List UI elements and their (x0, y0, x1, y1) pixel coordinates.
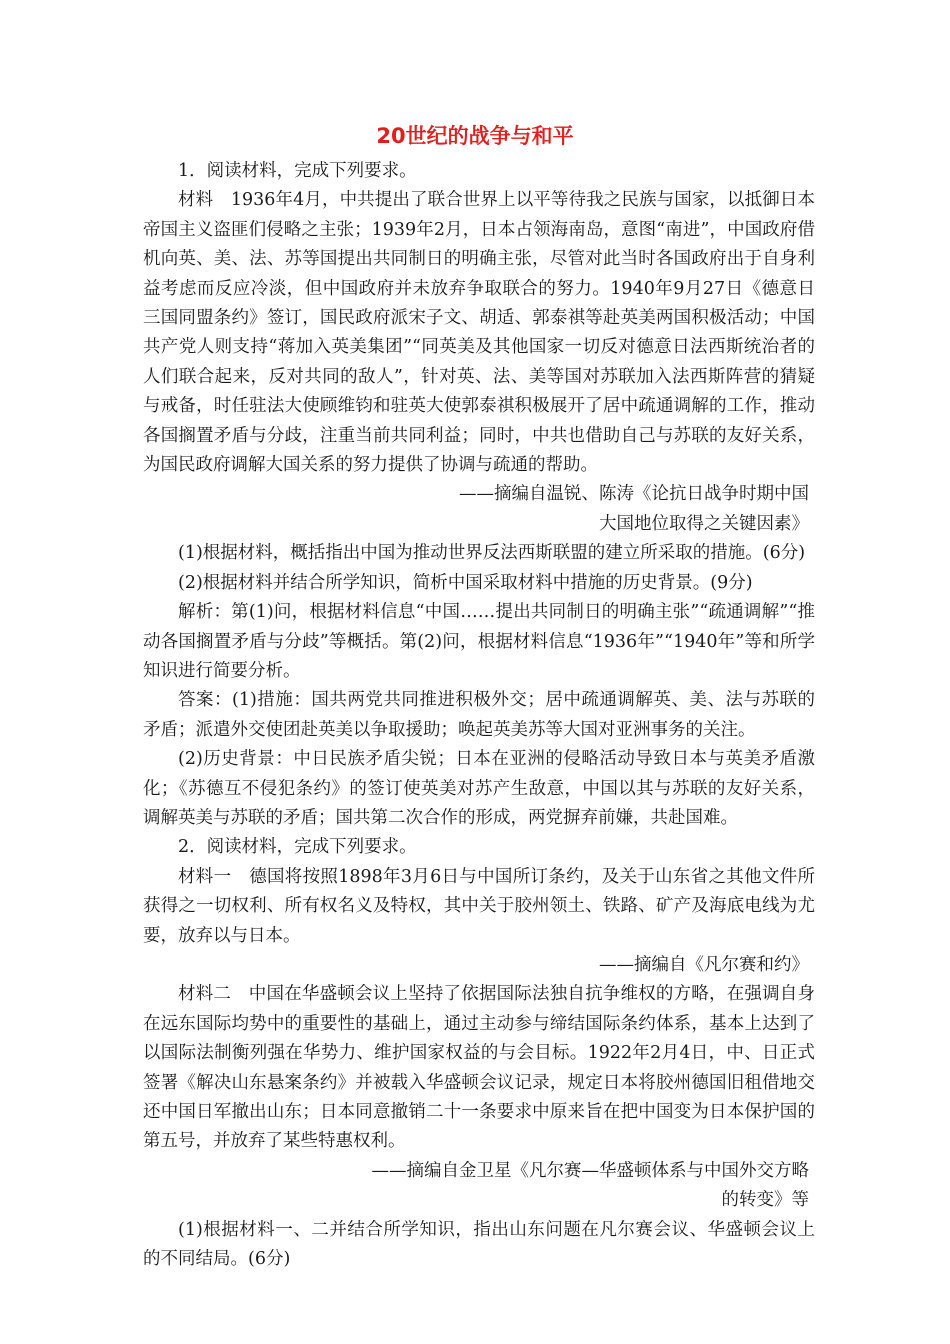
question-1-sub-1: (1)根据材料，概括指出中国为推动世界反法西斯联盟的建立所采取的措施。(6分) (178, 543, 806, 564)
question-1-answer-1: 答案：(1)措施：国共两党共同推进积极外交；居中疏通调解英、美、法与苏联的矛盾；派遣外交使团赴英美以争取援助；唤起英美苏等大国对亚洲事务的关注。 (143, 690, 815, 740)
question-2-source-1: ——摘编自《凡尔赛和约》 (599, 954, 809, 975)
document-body (143, 157, 815, 1274)
question-1-source-line-2: 大国地位取得之关键因素》 (599, 513, 809, 534)
question-2-sub-1: (1)根据材料一、二并结合所学知识，指出山东问题在凡尔赛会议、华盛顿会议上的不同结局。(6分) (143, 1219, 815, 1270)
document-title: 20世纪的战争与和平 (376, 124, 574, 148)
question-1-analysis: 解析：第(1)问，根据材料信息“中国……提出共同制日的明确主张”“疏通调解”“推动各国搁置矛盾与分歧”等概括。第(2)问，根据材料信息“1936年”“1940年”等和所学知识进行简要分析。 (143, 602, 815, 681)
question-1-sub-2: (2)根据材料并结合所学知识，简析中国采取材料中措施的历史背景。(9分) (178, 572, 753, 593)
question-2-source-2-line-2: 的转变》等 (721, 1190, 809, 1211)
question-2-material-2: 材料二 中国在华盛顿会议上坚持了依据国际法独自抗争维权的方略，在强调自身在远东国际均势中的重要性的基础上，通过主动参与缔结国际条约体系，基本上达到了以国际法制衡列强在华势力、维护国家权益的与会目标。1922年2月4日，中、日正式签署《解决山东悬案条约》并被载入华盛顿会议记录，规定日本将胶州德国旧租借地交还中国日军撤出山东；日本同意撤销二十一条要求中原来旨在把中国变为日本保护国的第五号，并放弃了某些特惠权利。 (143, 984, 815, 1152)
question-1-prompt: 1．阅读材料，完成下列要求。 (178, 161, 417, 181)
question-1-source-line-1: ——摘编自温锐、陈涛《论抗日战争时期中国 (459, 484, 809, 505)
question-2-source-2-line-1: ——摘编自金卫星《凡尔赛—华盛顿体系与中国外交方略 (371, 1160, 809, 1181)
question-2-material-1: 材料一 德国将按照1898年3月6日与中国所订条约，及关于山东省之其他文件所获得之一切权利、所有权名义及特权，其中关于胶州领土、铁路、矿产及海底电线为尤要，放弃以与日本。 (143, 866, 815, 946)
question-2-prompt: 2．阅读材料，完成下列要求。 (178, 837, 417, 858)
question-1-material: 材料 1936年4月，中共提出了联合世界上以平等待我之民族与国家，以抵御日本帝国主义盗匪们侵略之主张；1939年2月，日本占领海南岛，意图“南进”，中国政府借机向英、美、法、苏等国提出共同制日的明确主张，尽管对此当时各国政府出于自身利益考虑而反应冷淡，但中国政府并未放弃争取联合的努力。1940年9月27日《德意日三国同盟条约》签订，国民政府派宋子文、胡适、郭泰祺等赴英美两国积极活动；中国共产党人则支持“蒋加入英美集团”“同英美及其他国家一切反对德意日法西斯统治者的人们联合起来，反对共同的敌人”，针对英、法、美等国对苏联加入法西斯阵营的猜疑与戒备，时任驻法大使顾维钧和驻英大使郭泰祺积极展开了居中疏通调解的工作，推动各国搁置矛盾与分歧，注重当前共同利益；同时，中共也借助自己与苏联的友好关系，为国民政府调解大国关系的努力提供了协调与疏通的帮助。 (143, 190, 815, 476)
question-1-answer-2: (2)历史背景：中日民族矛盾尖锐；日本在亚洲的侵略活动导致日本与英美矛盾激化；《苏德互不侵犯条约》的签订使英美对苏产生敌意，中国以其与苏联的友好关系，调解英美与苏联的矛盾；国共第二次合作的形成，两党摒弃前嫌，共赴国难。 (143, 749, 815, 828)
